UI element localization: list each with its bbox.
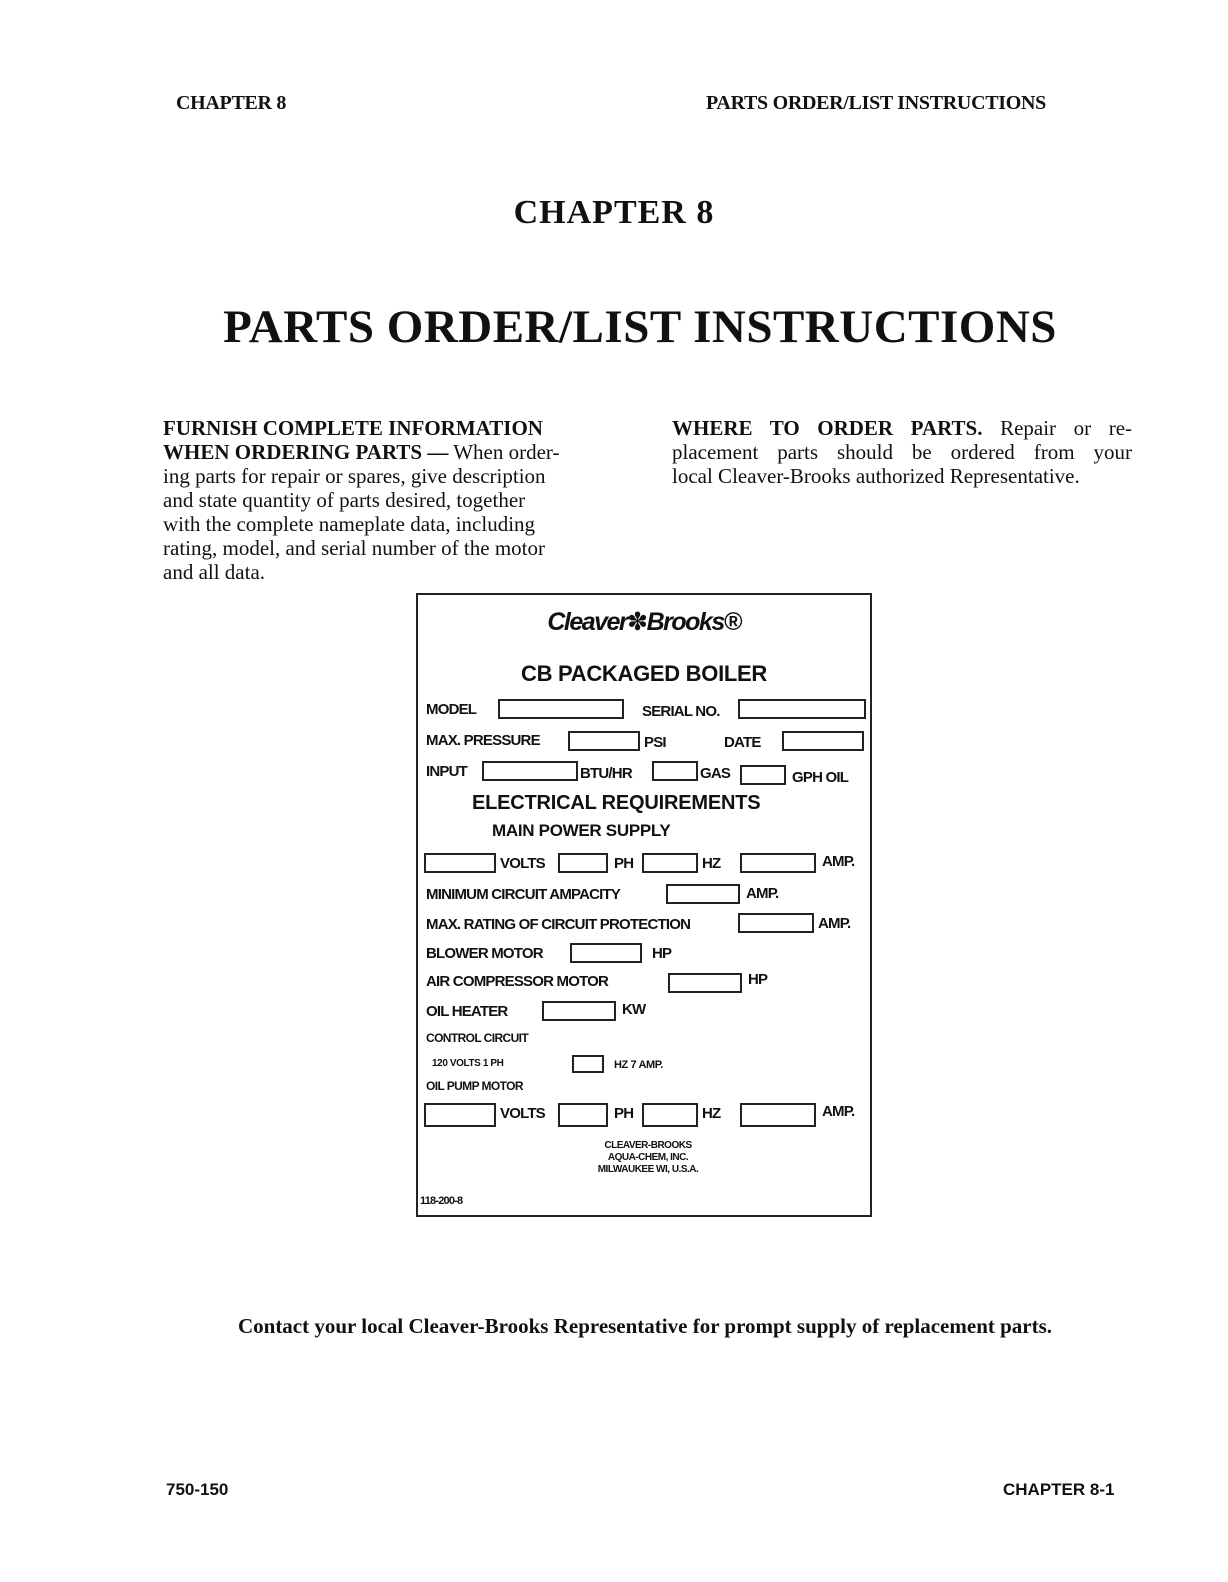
- min-circuit-ampacity-label: MINIMUM CIRCUIT AMPACITY: [426, 886, 621, 903]
- cleaver-brooks-logo: Cleaver✽Brooks®: [547, 608, 741, 636]
- right-column: [672, 416, 1132, 488]
- input-box: [482, 761, 578, 781]
- right-text-line1: Repair or re-: [982, 416, 1133, 440]
- max-pressure-box: [568, 731, 640, 751]
- oil-pump-motor-label: OIL PUMP MOTOR: [426, 1079, 523, 1093]
- main-power-supply-heading: MAIN POWER SUPPLY: [492, 821, 671, 840]
- page-title: PARTS ORDER/LIST INSTRUCTIONS: [223, 301, 1057, 353]
- main-hz-label: HZ: [702, 855, 721, 872]
- oil-heater-label: OIL HEATER: [426, 1003, 508, 1020]
- date-box: [782, 731, 864, 751]
- left-text-line: rating, model, and serial number of the motor: [163, 536, 545, 560]
- pump-volts-box: [424, 1103, 496, 1127]
- control-circuit-label: CONTROL CIRCUIT: [426, 1031, 529, 1045]
- pump-amp-box: [740, 1103, 816, 1127]
- right-text-line: placement parts should be ordered from your: [672, 440, 1132, 464]
- main-hz-box: [642, 853, 698, 873]
- max-pressure-label: MAX. PRESSURE: [426, 732, 540, 749]
- btuhr-label: BTU/HR: [580, 765, 632, 782]
- contact-note: Contact your local Cleaver-Brooks Representative for prompt supply of replacement parts.: [237, 1314, 1053, 1338]
- oil-heater-kw-label: KW: [622, 1001, 646, 1018]
- pump-ph-box: [558, 1103, 608, 1127]
- min-circuit-amp-label: AMP.: [746, 885, 779, 902]
- maker-line: CLEAVER-BROOKS: [604, 1140, 692, 1151]
- serial-label: SERIAL NO.: [642, 703, 720, 720]
- page-number: CHAPTER 8-1: [1003, 1480, 1115, 1499]
- serial-box: [738, 699, 866, 719]
- left-text-line: with the complete nameplate data, including: [163, 512, 536, 536]
- left-text-line: ing parts for repair or spares, give description: [163, 464, 546, 488]
- gph-oil-box: [740, 765, 786, 785]
- left-heading-line1: FURNISH COMPLETE INFORMATION: [163, 416, 543, 440]
- right-heading: WHERE TO ORDER PARTS.: [672, 416, 983, 440]
- input-label: INPUT: [426, 763, 468, 780]
- nameplate: [416, 593, 872, 1217]
- header-chapter: CHAPTER 8: [176, 92, 287, 114]
- air-compressor-label: AIR COMPRESSOR MOTOR: [426, 973, 609, 990]
- maker-line: MILWAUKEE WI, U.S.A.: [597, 1164, 699, 1175]
- max-rating-label: MAX. RATING OF CIRCUIT PROTECTION: [426, 916, 691, 933]
- pump-hz-box: [642, 1103, 698, 1127]
- main-amp-box: [740, 853, 816, 873]
- air-compressor-hp-label: HP: [748, 971, 768, 988]
- psi-label: PSI: [644, 734, 666, 751]
- blower-hp-label: HP: [652, 945, 672, 962]
- left-text-line: and state quantity of parts desired, together: [163, 488, 526, 512]
- gas-box: [652, 761, 698, 781]
- main-volts-box: [424, 853, 496, 873]
- electrical-requirements-heading: ELECTRICAL REQUIREMENTS: [472, 792, 761, 814]
- air-compressor-box: [668, 973, 742, 993]
- right-text-line: local Cleaver-Brooks authorized Representative.: [672, 464, 1080, 488]
- control-hz-amp-label: HZ 7 AMP.: [614, 1059, 663, 1071]
- maker-line: AQUA-CHEM, INC.: [607, 1152, 689, 1163]
- maker-address: [568, 1140, 728, 1176]
- date-label: DATE: [724, 734, 761, 751]
- pump-ph-label: PH: [614, 1105, 634, 1122]
- document-number: 750-150: [166, 1480, 229, 1499]
- main-ph-box: [558, 853, 608, 873]
- header-section-title: PARTS ORDER/LIST INSTRUCTIONS: [706, 92, 1046, 114]
- min-circuit-ampacity-box: [666, 884, 740, 904]
- blower-motor-label: BLOWER MOTOR: [426, 945, 543, 962]
- pump-volts-label: VOLTS: [500, 1105, 545, 1122]
- pump-hz-label: HZ: [702, 1105, 721, 1122]
- left-text-line: and all data.: [163, 560, 266, 584]
- gas-label: GAS: [700, 765, 731, 782]
- oil-heater-box: [542, 1001, 616, 1021]
- model-box: [498, 699, 624, 719]
- control-volts-label: 120 VOLTS 1 PH: [432, 1058, 504, 1069]
- gph-oil-label: GPH OIL: [792, 769, 849, 786]
- main-ph-label: PH: [614, 855, 634, 872]
- left-column: [163, 416, 613, 584]
- nameplate-title: CB PACKAGED BOILER: [521, 661, 767, 686]
- left-heading-line2: WHEN ORDERING PARTS —: [163, 440, 449, 464]
- left-text-line1: When order-: [448, 440, 560, 464]
- main-volts-label: VOLTS: [500, 855, 545, 872]
- pump-amp-label: AMP.: [822, 1103, 855, 1120]
- blower-motor-box: [570, 943, 642, 963]
- max-rating-box: [738, 913, 814, 933]
- main-amp-label: AMP.: [822, 853, 855, 870]
- control-hz-box: [572, 1055, 604, 1073]
- chapter-title: CHAPTER 8: [513, 194, 715, 231]
- nameplate-part-number: 118-200-8: [420, 1195, 463, 1207]
- max-rating-amp-label: AMP.: [818, 915, 851, 932]
- model-label: MODEL: [426, 701, 477, 718]
